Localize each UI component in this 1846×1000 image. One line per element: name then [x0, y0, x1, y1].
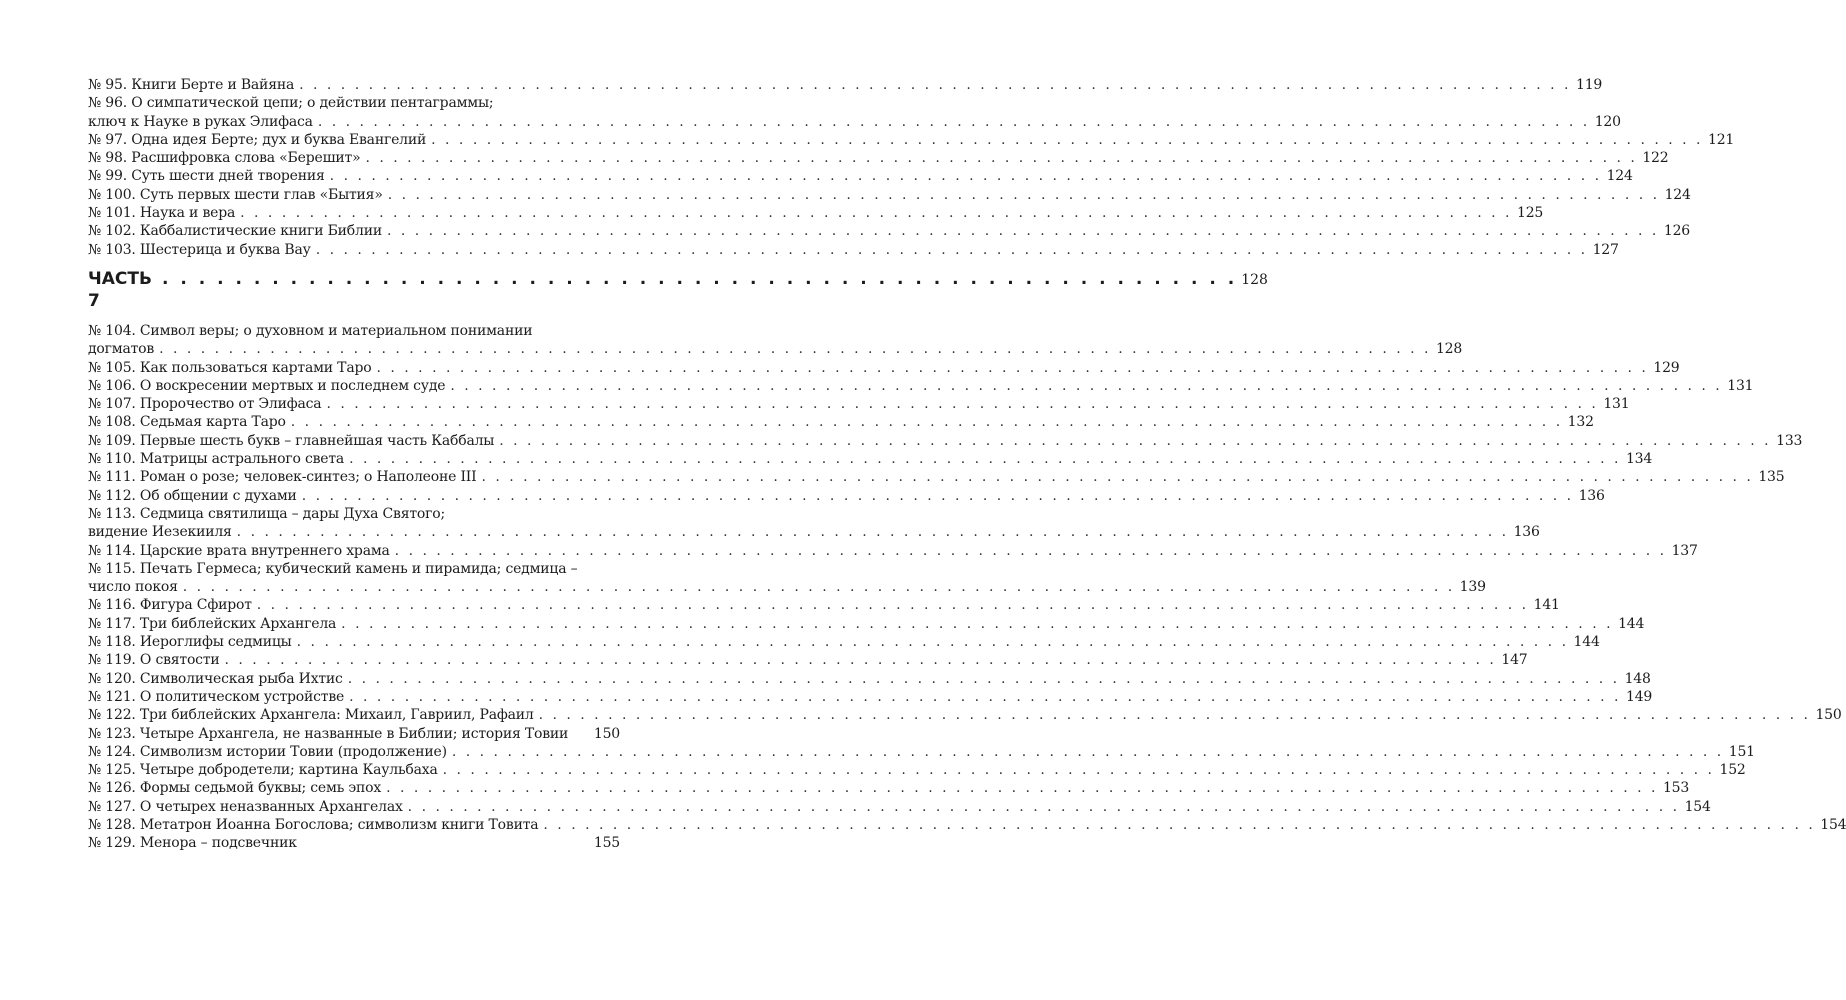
toc-entry-line	[88, 241, 1619, 259]
toc-entry[interactable]	[88, 779, 1690, 797]
toc-entry-title: № 106. О воскресении мертвых и последнем суде	[88, 377, 446, 394]
toc-page-number: 137	[1671, 542, 1698, 559]
toc-entry-title: № 98. Расшифровка слова «Берешит»	[88, 150, 361, 167]
toc-entry[interactable]	[88, 670, 1651, 688]
dot-leader	[326, 395, 1598, 413]
toc-page-number: 129	[1653, 359, 1680, 376]
toc-entry[interactable]	[88, 222, 1690, 240]
toc-entry-line	[88, 340, 1463, 358]
toc-page-number: 135	[1758, 469, 1785, 486]
toc-page-number: 125	[1517, 205, 1544, 222]
dot-leader	[450, 377, 1722, 395]
dot-leader	[341, 615, 1613, 633]
toc-entry[interactable]	[88, 241, 1619, 259]
toc-entry-title: № 101. Наука и вера	[88, 205, 236, 222]
toc-entry-line	[88, 761, 1746, 779]
toc-entry-title: № 115. Печать Гермеса; кубический камень и пирамида; седмица –	[88, 560, 578, 577]
toc-entry[interactable]	[88, 468, 1785, 486]
dot-leader	[257, 596, 1529, 614]
toc-entry[interactable]	[88, 322, 1463, 359]
toc-page-number: 150	[593, 725, 620, 742]
toc-entry[interactable]	[88, 204, 1544, 222]
toc-entry-line	[88, 167, 1633, 185]
toc-entry-line	[88, 76, 1603, 94]
dot-leader	[408, 798, 1680, 816]
toc-page-number: 131	[1727, 377, 1754, 394]
table-of-contents	[88, 76, 1846, 853]
dot-leader	[330, 167, 1602, 185]
toc-entry-title-continuation: ключ к Науке в руках Элифаса	[88, 113, 313, 130]
toc-page-number: 132	[1567, 414, 1594, 431]
toc-group-part-6	[88, 76, 1735, 259]
toc-entry[interactable]	[88, 94, 1621, 131]
toc-page-number: 150	[1815, 707, 1842, 724]
dot-leader	[162, 268, 1237, 290]
toc-entry-line	[88, 615, 1645, 633]
toc-entry-title: № 105. Как пользоваться картами Таро	[88, 359, 372, 376]
toc-page-number: 154	[1820, 816, 1846, 833]
toc-entry-title-continuation: догматов	[88, 341, 155, 358]
toc-page-number: 144	[1573, 634, 1600, 651]
dot-leader	[297, 633, 1569, 651]
toc-part-heading[interactable]	[88, 268, 1268, 312]
toc-entry-title: № 128. Метатрон Иоанна Богослова; символизм книги Товита	[88, 816, 539, 833]
toc-page-number: 127	[1592, 241, 1619, 258]
toc-entry-title: № 125. Четыре добродетели; картина Каульбаха	[88, 762, 438, 779]
toc-entry[interactable]	[88, 798, 1711, 816]
toc-entry[interactable]	[88, 186, 1691, 204]
toc-entry-title: № 118. Иероглифы седмицы	[88, 634, 292, 651]
toc-entry[interactable]	[88, 542, 1698, 560]
toc-entry[interactable]	[88, 359, 1680, 377]
toc-entry-line	[88, 186, 1691, 204]
toc-entry[interactable]	[88, 596, 1560, 614]
toc-page-number: 154	[1684, 798, 1711, 815]
dot-leader	[539, 706, 1811, 724]
toc-entry-title: № 111. Роман о розе; человек-синтез; о Наполеоне III	[88, 469, 477, 486]
toc-page-number: 133	[1776, 432, 1803, 449]
toc-page-number: 148	[1624, 670, 1651, 687]
toc-entry-title: № 120. Символическая рыба Ихтис	[88, 670, 343, 687]
toc-entry-title: № 109. Первые шесть букв – главнейшая часть Каббалы	[88, 432, 495, 449]
toc-page-number: 152	[1719, 762, 1746, 779]
dot-leader	[481, 468, 1753, 486]
toc-entry-line	[88, 450, 1653, 468]
toc-page-number: 122	[1642, 150, 1669, 167]
toc-entry[interactable]	[88, 816, 1846, 834]
dot-leader	[302, 487, 1574, 505]
toc-entry-title: № 95. Книги Берте и Вайяна	[88, 77, 295, 93]
toc-entry-line	[88, 779, 1690, 797]
dot-leader	[240, 204, 1512, 222]
toc-entry-title: № 110. Матрицы астрального света	[88, 451, 345, 468]
dot-leader	[388, 186, 1660, 204]
toc-page-number: 136	[1578, 487, 1605, 504]
toc-entry-line	[88, 834, 620, 852]
toc-entry-line	[88, 798, 1711, 816]
toc-page-number: 141	[1533, 597, 1560, 614]
dot-leader	[316, 241, 1588, 259]
toc-entry[interactable]	[88, 377, 1754, 395]
toc-entry[interactable]	[88, 450, 1653, 468]
toc-entry-title: № 108. Седьмая карта Таро	[88, 414, 286, 431]
dot-leader	[349, 450, 1621, 468]
toc-entry[interactable]	[88, 149, 1669, 167]
toc-entry[interactable]	[88, 413, 1594, 431]
toc-entry-title: № 97. Одна идея Берте; дух и буква Евангелий	[88, 131, 427, 148]
toc-entry-line	[88, 468, 1785, 486]
toc-page-number: 155	[593, 835, 620, 852]
toc-entry-title: № 100. Суть первых шести глав «Бытия»	[88, 186, 383, 203]
toc-entry-title: № 96. О симпатической цепи; о действии пентаграммы;	[88, 95, 494, 112]
toc-entry-line	[88, 131, 1735, 149]
toc-entry[interactable]	[88, 651, 1528, 669]
toc-entry-line	[88, 706, 1842, 724]
toc-page-number: 131	[1603, 396, 1630, 413]
toc-page-number: 120	[1594, 113, 1621, 130]
toc-page-number: 147	[1501, 652, 1528, 669]
toc-entry-line	[88, 651, 1528, 669]
toc-entry[interactable]	[88, 688, 1653, 706]
toc-entry[interactable]	[88, 487, 1605, 505]
toc-entry-line	[88, 670, 1651, 688]
toc-entry-title: № 126. Формы седьмой буквы; семь эпох	[88, 780, 382, 797]
toc-entry-title: № 99. Суть шести дней творения	[88, 168, 325, 185]
toc-entry[interactable]	[88, 131, 1735, 149]
dot-leader	[386, 779, 1658, 797]
toc-page-number: 151	[1728, 743, 1755, 760]
toc-entry[interactable]	[88, 505, 1540, 542]
toc-entry[interactable]	[88, 706, 1842, 724]
toc-page-number: 134	[1625, 451, 1653, 468]
toc-entry-title-continuation: видение Иезекииля	[88, 524, 232, 541]
dot-leader	[395, 542, 1667, 560]
toc-entry-title: № 114. Царские врата внутреннего храма	[88, 542, 390, 559]
toc-entry-line	[88, 725, 620, 743]
toc-page-number: 144	[1618, 615, 1645, 632]
dot-leader	[299, 76, 1571, 94]
toc-entry-title: № 119. О святости	[88, 652, 220, 669]
toc-entry[interactable]	[88, 633, 1600, 651]
dot-leader	[183, 578, 1455, 596]
dot-leader	[443, 761, 1715, 779]
toc-entry-title: № 121. О политическом устройстве	[88, 688, 345, 705]
dot-leader	[237, 523, 1509, 541]
part-title: ЧАСТЬ 7	[88, 268, 152, 311]
toc-entry-line	[88, 149, 1669, 167]
toc-entry-title: № 129. Менора – подсвечник	[88, 835, 297, 852]
toc-page-number: 149	[1626, 688, 1653, 705]
toc-entry[interactable]	[88, 725, 620, 743]
toc-entry[interactable]	[88, 834, 620, 852]
toc-entry-title: № 127. О четырех неназванных Архангелах	[88, 798, 403, 815]
toc-entry-line	[88, 542, 1698, 560]
dot-leader	[543, 816, 1815, 834]
dot-leader	[365, 149, 1637, 167]
dot-leader	[376, 359, 1648, 377]
toc-entry-line	[88, 204, 1544, 222]
toc-entry-line	[88, 222, 1690, 240]
toc-entry-line	[88, 633, 1600, 651]
dot-leader	[291, 413, 1563, 431]
toc-entry-title: № 113. Седмица святилища – дары Духа Святого;	[88, 505, 445, 522]
toc-entry-line	[88, 743, 1755, 761]
toc-page-number: 124	[1606, 168, 1633, 185]
toc-entry-line	[88, 487, 1605, 505]
toc-page-number: 139	[1459, 579, 1486, 596]
dot-leader	[348, 670, 1620, 688]
toc-page-number: 136	[1513, 524, 1540, 541]
toc-entry[interactable]	[88, 395, 1630, 413]
dot-leader	[318, 113, 1590, 131]
toc-page-number: 121	[1708, 131, 1735, 148]
dot-leader	[452, 743, 1724, 761]
toc-entry-title: № 122. Три библейских Архангела: Михаил, Гавриил, Рафаил	[88, 707, 534, 724]
toc-entry-line	[88, 359, 1680, 377]
toc-entry-line	[88, 596, 1560, 614]
toc-page-number: 128	[1435, 341, 1463, 358]
toc-entry-line	[88, 432, 1803, 450]
toc-entry-title: № 123. Четыре Архангела, не названные в Библии; история Товии	[88, 725, 569, 742]
dot-leader	[499, 432, 1771, 450]
toc-entry[interactable]	[88, 432, 1803, 450]
toc-entry-title: № 117. Три библейских Архангела	[88, 615, 337, 632]
toc-entry[interactable]	[88, 76, 1603, 94]
toc-page-number: 124	[1664, 186, 1691, 203]
toc-entry-line	[88, 395, 1630, 413]
toc-entry-title: № 102. Каббалистические книги Библии	[88, 223, 382, 240]
toc-entry[interactable]	[88, 167, 1633, 185]
toc-entry[interactable]	[88, 560, 1486, 597]
toc-page-number: 153	[1662, 780, 1690, 797]
dot-leader	[225, 651, 1497, 669]
toc-entry-title: № 124. Символизм истории Товии (продолжение)	[88, 743, 447, 760]
toc-entry-line	[88, 523, 1540, 541]
dot-leader	[431, 131, 1703, 149]
dot-leader	[349, 688, 1621, 706]
toc-entry-title: № 107. Пророчество от Элифаса	[88, 396, 322, 413]
toc-entry-title: № 112. Об общении с духами	[88, 487, 297, 504]
toc-entry-line	[88, 377, 1754, 395]
toc-entry-line	[88, 413, 1594, 431]
toc-entry[interactable]	[88, 761, 1746, 779]
toc-entry-line	[88, 688, 1653, 706]
dot-leader	[159, 340, 1431, 358]
toc-entry[interactable]	[88, 743, 1755, 761]
dot-leader	[387, 222, 1659, 240]
toc-entry-title: № 103. Шестерица и буква Вау	[88, 241, 311, 258]
toc-entry-line	[88, 113, 1621, 131]
toc-group-part-7	[88, 322, 1846, 853]
toc-entry[interactable]	[88, 615, 1645, 633]
toc-entry-title: № 116. Фигура Сфирот	[88, 597, 252, 614]
toc-entry-line	[88, 816, 1846, 834]
part-page-number: 128	[1241, 271, 1268, 288]
toc-entry-title-continuation: число покоя	[88, 579, 178, 596]
toc-entry-title: № 104. Символ веры; о духовном и материальном понимании	[88, 322, 533, 339]
toc-page-number: 126	[1663, 223, 1690, 240]
toc-entry-line	[88, 578, 1486, 596]
toc-page-number: 119	[1576, 77, 1603, 93]
